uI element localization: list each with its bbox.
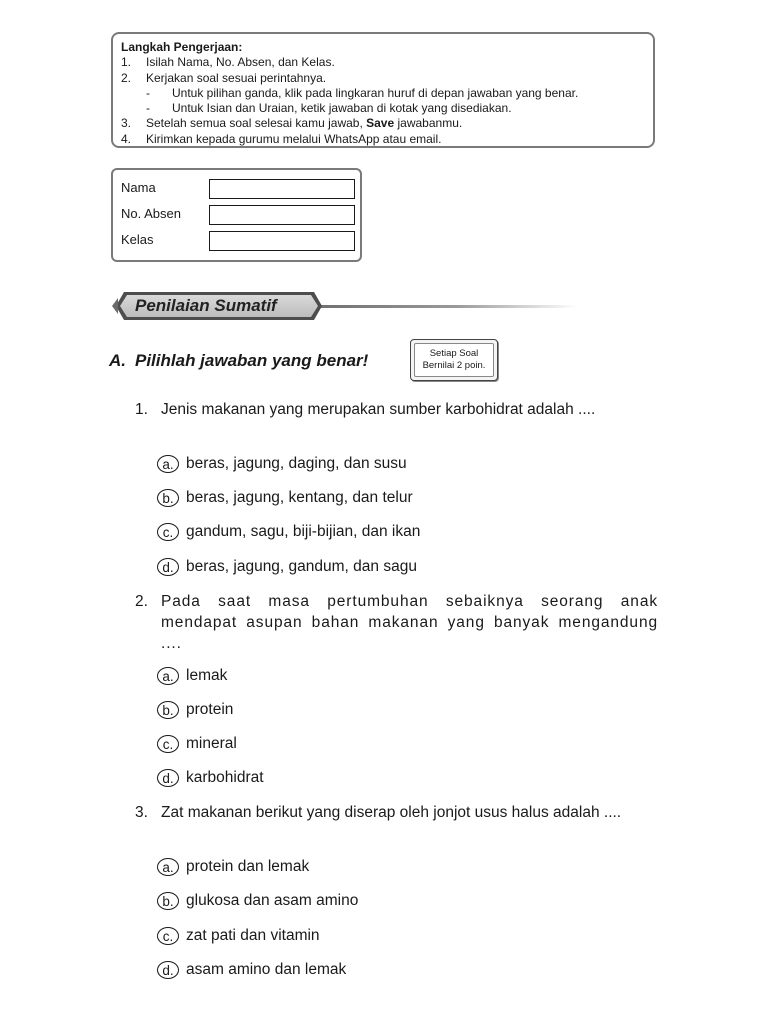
- question-text: Pada saat masa pertumbuhan sebaiknya seorang anak mendapat asupan bahan makanan yang banyak mengandung ....: [161, 593, 658, 652]
- instruction-step-2: [121, 71, 643, 86]
- option-text: beras, jagung, kentang, dan telur: [186, 489, 413, 506]
- option-letter-circle[interactable]: c.: [157, 927, 179, 945]
- name-label: Nama: [121, 180, 156, 195]
- instruction-substep-2: [121, 101, 643, 116]
- option-text: lemak: [186, 667, 228, 684]
- option-text: glukosa dan asam amino: [186, 892, 359, 909]
- substep-text: Untuk Isian dan Uraian, ketik jawaban di kotak yang disediakan.: [172, 101, 512, 116]
- score-line-2: Bernilai 2 poin.: [422, 360, 486, 371]
- q1-option-a[interactable]: [157, 453, 407, 475]
- section-heading: [109, 351, 368, 371]
- instruction-step-3: [121, 116, 643, 131]
- q2-option-c[interactable]: [157, 733, 237, 755]
- section-title: Pilihlah jawaban yang benar!: [135, 351, 369, 370]
- option-letter-circle[interactable]: b.: [157, 892, 179, 910]
- class-label: Kelas: [121, 232, 154, 247]
- option-letter-circle[interactable]: a.: [157, 667, 179, 685]
- option-text: asam amino dan lemak: [186, 961, 347, 978]
- option-letter-circle[interactable]: c.: [157, 523, 179, 541]
- option-text: gandum, sagu, biji-bijian, dan ikan: [186, 523, 421, 540]
- q3-option-a[interactable]: [157, 856, 309, 878]
- option-text: karbohidrat: [186, 769, 264, 786]
- q3-option-c[interactable]: [157, 925, 320, 947]
- option-text: protein dan lemak: [186, 858, 310, 875]
- step-text: Kirimkan kepada gurumu melalui WhatsApp atau email.: [146, 131, 442, 146]
- score-badge: [410, 339, 498, 381]
- option-letter-circle[interactable]: d.: [157, 769, 179, 787]
- question-1: [135, 399, 658, 420]
- step-number: 3.: [121, 116, 132, 131]
- q3-option-d[interactable]: [157, 959, 346, 981]
- score-line-1: Setiap Soal: [429, 348, 479, 359]
- section-letter: A.: [109, 351, 126, 370]
- q2-option-d[interactable]: [157, 767, 264, 789]
- option-letter-circle[interactable]: c.: [157, 735, 179, 753]
- substep-dash: -: [146, 85, 150, 100]
- option-letter-circle[interactable]: b.: [157, 489, 179, 507]
- q2-option-a[interactable]: [157, 665, 227, 687]
- option-text: protein: [186, 701, 234, 718]
- step-text: Kerjakan soal sesuai perintahnya.: [146, 70, 327, 85]
- step-number: 4.: [121, 131, 132, 146]
- instructions-box: [111, 32, 655, 148]
- name-input[interactable]: [209, 179, 355, 199]
- question-3: [135, 802, 658, 823]
- option-letter-circle[interactable]: a.: [157, 455, 179, 473]
- absen-input[interactable]: [209, 205, 355, 225]
- instruction-step-1: [121, 55, 643, 70]
- q1-option-b[interactable]: [157, 487, 413, 509]
- save-keyword: Save: [366, 116, 395, 131]
- q1-option-d[interactable]: [157, 556, 417, 578]
- instructions-title: Langkah Pengerjaan:: [121, 40, 243, 54]
- instruction-substep-1: [121, 86, 643, 101]
- question-text: Zat makanan berikut yang diserap oleh jonjot usus halus adalah ....: [161, 804, 622, 821]
- step-number: 2.: [121, 70, 132, 85]
- banner-line: [308, 305, 578, 308]
- option-text: mineral: [186, 735, 237, 752]
- banner-title: Penilaian Sumatif: [135, 296, 277, 315]
- q2-option-b[interactable]: [157, 699, 233, 721]
- question-number: 2.: [135, 593, 148, 610]
- step-text: Setelah semua soal selesai kamu jawab, Save jawabanmu.: [146, 116, 463, 131]
- option-text: zat pati dan vitamin: [186, 927, 320, 944]
- option-text: beras, jagung, daging, dan susu: [186, 455, 407, 472]
- step-text: Isilah Nama, No. Absen, dan Kelas.: [146, 55, 335, 70]
- option-letter-circle[interactable]: a.: [157, 858, 179, 876]
- option-letter-circle[interactable]: b.: [157, 701, 179, 719]
- substep-text: Untuk pilihan ganda, klik pada lingkaran huruf di depan jawaban yang benar.: [172, 85, 579, 100]
- question-text: Jenis makanan yang merupakan sumber karbohidrat adalah ....: [161, 401, 596, 418]
- identity-box: [111, 168, 362, 262]
- section-banner: [108, 286, 578, 340]
- option-text: beras, jagung, gandum, dan sagu: [186, 558, 417, 575]
- substep-dash: -: [146, 101, 150, 116]
- question-number: 1.: [135, 401, 148, 418]
- option-letter-circle[interactable]: d.: [157, 558, 179, 576]
- question-2: [135, 591, 658, 654]
- q3-option-b[interactable]: [157, 890, 358, 912]
- score-badge-inner: [414, 343, 494, 377]
- class-input[interactable]: [209, 231, 355, 251]
- q1-option-c[interactable]: [157, 521, 420, 543]
- question-number: 3.: [135, 804, 148, 821]
- instruction-step-4: [121, 132, 643, 147]
- absen-label: No. Absen: [121, 206, 181, 221]
- option-letter-circle[interactable]: d.: [157, 961, 179, 979]
- step-number: 1.: [121, 55, 132, 70]
